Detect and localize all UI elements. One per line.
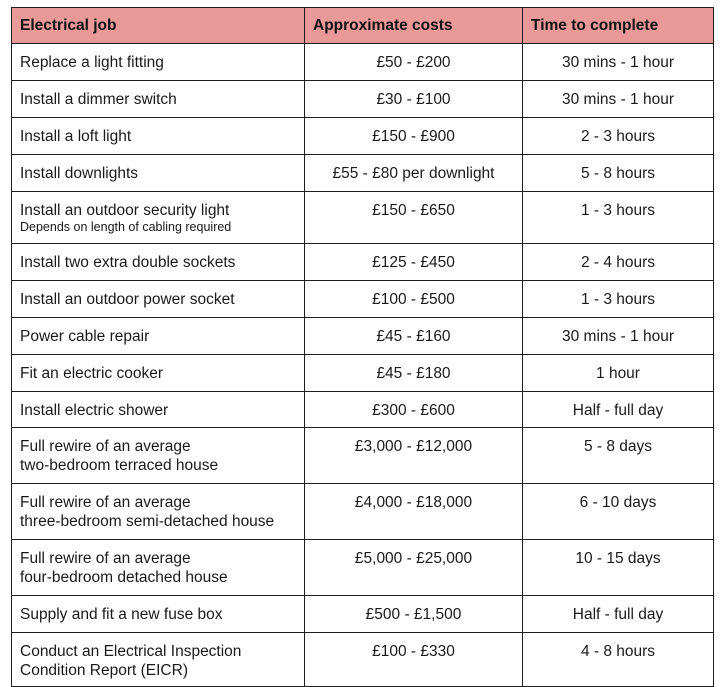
job-cell (12, 244, 305, 281)
time-cell-text: 5 - 8 hours (580, 165, 656, 182)
cost-cell-text: £500 - £1,500 (365, 606, 462, 623)
job-cell-text: Full rewire of an average four-bedroom detached house (20, 550, 228, 586)
cost-cell (305, 596, 523, 633)
table-row (12, 484, 714, 540)
cost-cell (305, 318, 523, 355)
table-row (12, 155, 714, 192)
job-cell-text: Full rewire of an average two-bedroom terraced house (20, 438, 219, 474)
cost-cell-text: £5,000 - £25,000 (354, 550, 473, 567)
table-row (12, 596, 714, 633)
time-cell-text: 1 - 3 hours (580, 291, 656, 308)
cost-cell-text: £150 - £900 (372, 128, 455, 145)
job-cell (12, 318, 305, 355)
job-cell (12, 428, 305, 484)
cost-cell-text: £4,000 - £18,000 (354, 494, 473, 511)
time-cell (523, 540, 714, 596)
job-cell (12, 392, 305, 428)
job-cell-text: Supply and fit a new fuse box (20, 606, 223, 623)
header-time-to-complete: Time to complete (523, 8, 714, 44)
table-row (12, 118, 714, 155)
table-row (12, 81, 714, 118)
job-cell-text: Install electric shower (20, 402, 169, 419)
cost-cell (305, 192, 523, 244)
cost-cell-text: £45 - £180 (376, 365, 451, 382)
job-cell (12, 281, 305, 318)
time-cell (523, 392, 714, 428)
job-cell (12, 355, 305, 392)
cost-cell (305, 484, 523, 540)
time-cell-text: 4 - 8 hours (580, 643, 656, 660)
job-cell (12, 44, 305, 81)
job-cell (12, 192, 305, 244)
header-approximate-costs: Approximate costs (305, 8, 523, 44)
job-cell (12, 155, 305, 192)
cost-cell (305, 118, 523, 155)
time-cell-text: Half - full day (572, 606, 664, 623)
job-note: Depends on length of cabling required (20, 220, 232, 234)
cost-cell-text: £300 - £600 (372, 402, 455, 419)
time-cell (523, 244, 714, 281)
table-row (12, 428, 714, 484)
time-cell (523, 428, 714, 484)
cost-cell (305, 633, 523, 687)
time-cell (523, 355, 714, 392)
time-cell (523, 81, 714, 118)
job-cell-text: Replace a light fitting (20, 54, 164, 71)
cost-cell (305, 244, 523, 281)
table-row (12, 192, 714, 244)
cost-cell-text: £55 - £80 per downlight (332, 165, 495, 182)
job-cell-text: Install an outdoor power socket (20, 291, 235, 308)
job-cell-text: Install downlights (20, 165, 139, 182)
header-electrical-job: Electrical job (12, 8, 305, 44)
time-cell (523, 484, 714, 540)
job-cell (12, 118, 305, 155)
job-cell (12, 81, 305, 118)
cost-cell (305, 540, 523, 596)
job-cell (12, 596, 305, 633)
job-cell-text: Power cable repair (20, 328, 150, 345)
job-cell-text: Install a loft light (20, 128, 132, 145)
table-row (12, 318, 714, 355)
cost-cell-text: £125 - £450 (372, 254, 455, 271)
time-cell-text: Half - full day (572, 402, 664, 419)
cost-cell (305, 428, 523, 484)
table-row (12, 540, 714, 596)
cost-cell-text: £100 - £330 (372, 643, 455, 660)
table-row (12, 281, 714, 318)
cost-cell (305, 44, 523, 81)
table-row (12, 44, 714, 81)
job-cell (12, 540, 305, 596)
table-row (12, 244, 714, 281)
time-cell-text: 10 - 15 days (575, 550, 661, 567)
electrical-jobs-table (11, 7, 714, 687)
time-cell-text: 6 - 10 days (579, 494, 657, 511)
cost-cell (305, 81, 523, 118)
time-cell-text: 30 mins - 1 hour (562, 91, 674, 108)
time-cell (523, 118, 714, 155)
time-cell-text: 2 - 3 hours (580, 128, 656, 145)
time-cell (523, 596, 714, 633)
cost-cell (305, 355, 523, 392)
job-cell-text: Full rewire of an average three-bedroom semi-detached house (20, 494, 275, 530)
job-cell (12, 484, 305, 540)
job-cell-text: Install an outdoor security light (20, 202, 230, 219)
job-cell-text: Install a dimmer switch (20, 91, 177, 108)
time-cell-text: 30 mins - 1 hour (562, 328, 674, 345)
time-cell (523, 155, 714, 192)
time-cell-text: 5 - 8 days (583, 438, 653, 455)
cost-cell (305, 392, 523, 428)
job-cell-text: Install two extra double sockets (20, 254, 236, 271)
time-cell-text: 30 mins - 1 hour (562, 54, 674, 71)
table-row (12, 633, 714, 687)
job-cell (12, 633, 305, 687)
time-cell-text: 1 - 3 hours (580, 202, 656, 219)
time-cell (523, 192, 714, 244)
table-row (12, 392, 714, 428)
time-cell-text: 2 - 4 hours (580, 254, 656, 271)
time-cell-text: 1 hour (596, 365, 640, 382)
cost-cell-text: £3,000 - £12,000 (354, 438, 473, 455)
cost-cell (305, 281, 523, 318)
job-cell-text: Fit an electric cooker (20, 365, 163, 382)
cost-cell-text: £50 - £200 (376, 54, 451, 71)
cost-cell-text: £100 - £500 (372, 291, 455, 308)
time-cell (523, 281, 714, 318)
cost-cell-text: £150 - £650 (372, 202, 455, 219)
cost-cell-text: £30 - £100 (376, 91, 451, 108)
time-cell (523, 44, 714, 81)
cost-cell-text: £45 - £160 (376, 328, 451, 345)
time-cell (523, 633, 714, 687)
cost-cell (305, 155, 523, 192)
job-cell-text: Conduct an Electrical Inspection Condition Report (EICR) (20, 643, 242, 679)
time-cell (523, 318, 714, 355)
table-row (12, 355, 714, 392)
table-header-row (12, 8, 714, 44)
